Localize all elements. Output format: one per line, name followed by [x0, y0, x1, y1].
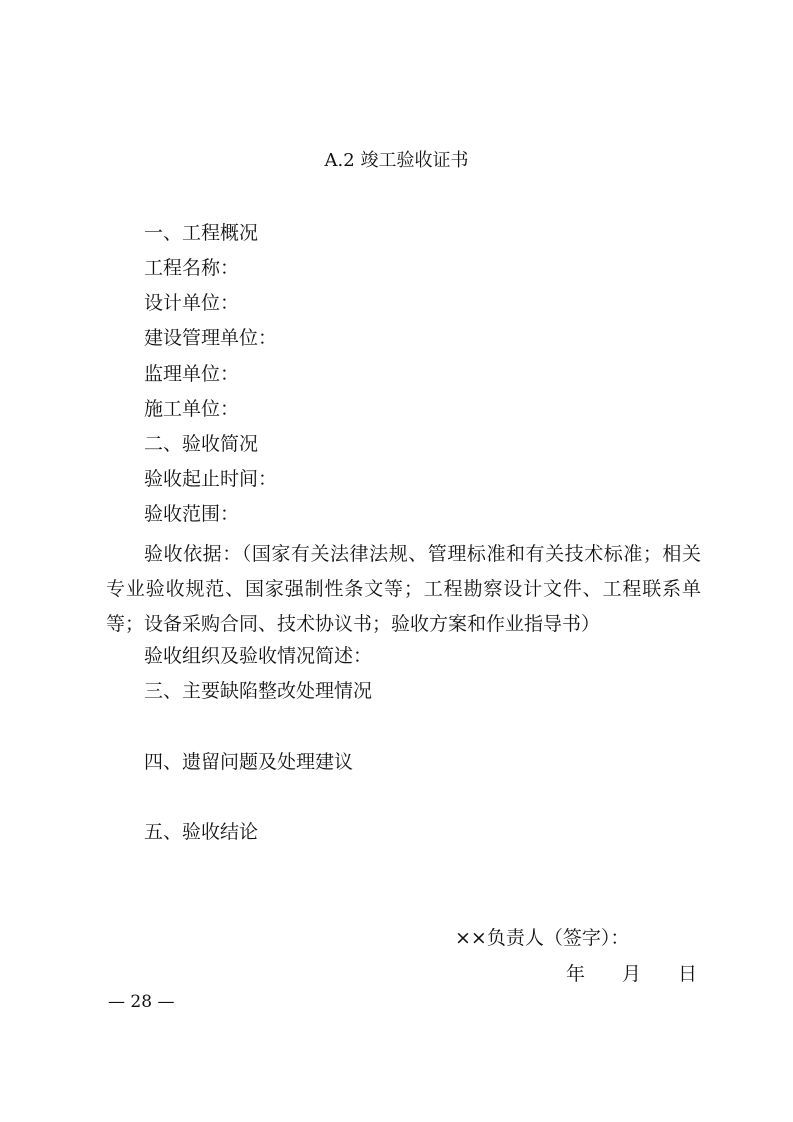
- section-4-heading: 四、遗留问题及处理建议: [144, 751, 354, 773]
- acceptance-organization-field: 验收组织及验收情况简述：: [144, 645, 373, 667]
- date-month: 月: [622, 963, 642, 985]
- section-1-heading: 一、工程概况: [144, 222, 259, 244]
- construction-management-unit-field: 建设管理单位：: [144, 327, 278, 349]
- project-name-field: 工程名称：: [144, 257, 240, 279]
- date-year: 年: [566, 963, 586, 985]
- date-day: 日: [678, 963, 698, 985]
- supervision-unit-field: 监理单位：: [144, 363, 240, 385]
- section-3-heading: 三、主要缺陷整改处理情况: [144, 680, 373, 702]
- section-5-heading: 五、验收结论: [144, 821, 259, 843]
- page-number: — 28 —: [108, 992, 175, 1012]
- design-unit-field: 设计单位：: [144, 292, 240, 314]
- acceptance-period-field: 验收起止时间：: [144, 468, 278, 490]
- signature-line: ××负责人（签字）：: [455, 927, 630, 949]
- section-2-heading: 二、验收简况: [144, 433, 259, 455]
- acceptance-basis-paragraph: 验收依据：（国家有关法律法规、管理标准和有关技术标准；相关专业验收规范、国家强制性条文等；工程勘察设计文件、工程联系单等；设备采购合同、技术协议书；验收方案和作业指导书）: [106, 543, 701, 635]
- acceptance-scope-field: 验收范围：: [144, 503, 240, 525]
- document-title: A.2 竣工验收证书: [324, 150, 469, 171]
- construction-unit-field: 施工单位：: [144, 398, 240, 420]
